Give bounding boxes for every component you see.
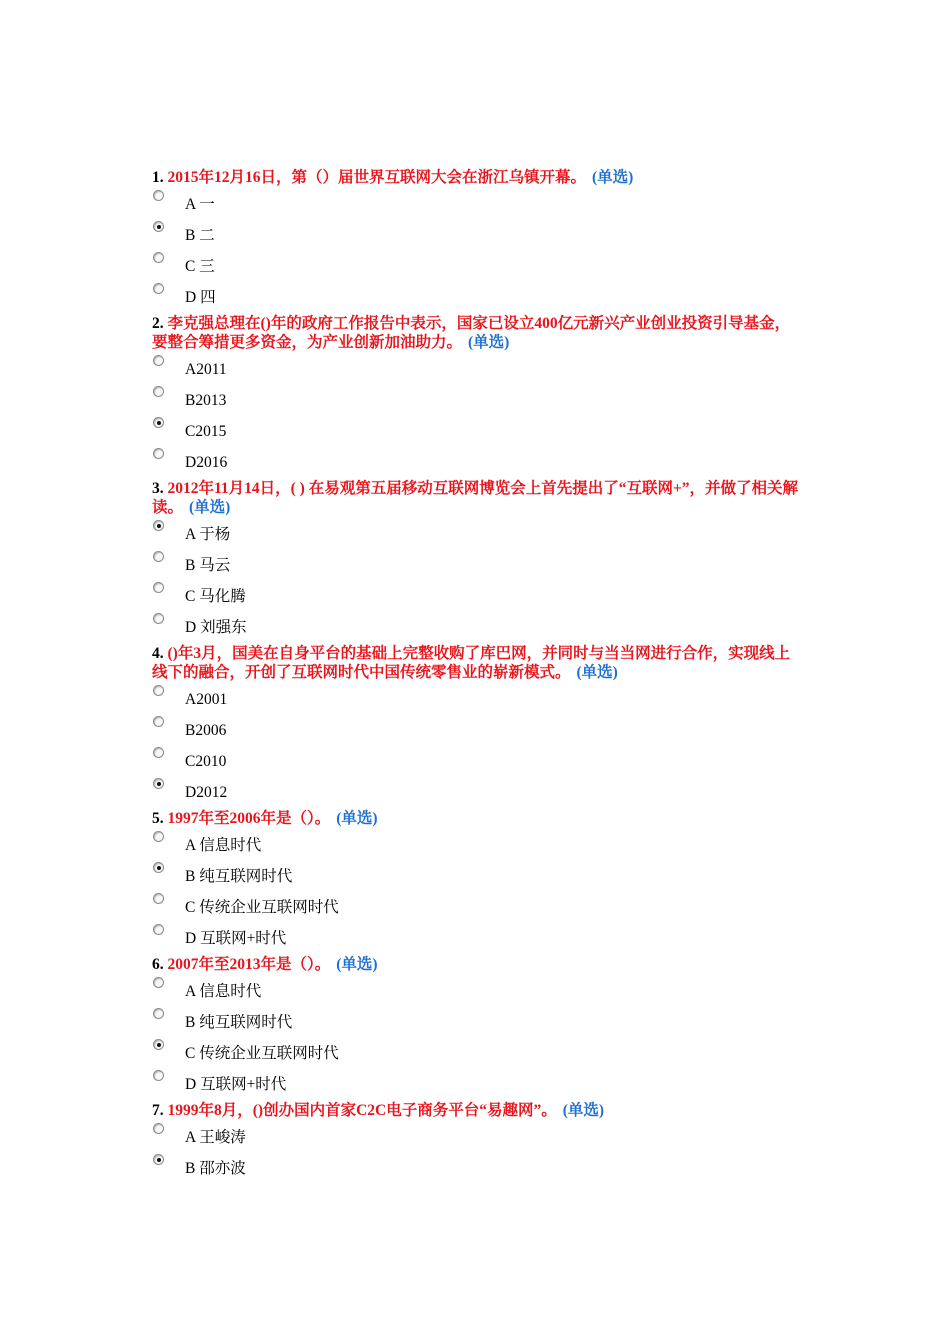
answer-option[interactable]: [152, 1008, 802, 1039]
radio-unchecked-icon[interactable]: [153, 831, 164, 842]
answer-option-label: D 四: [185, 289, 216, 306]
question-number: 5.: [152, 810, 164, 827]
answer-option-label: A 王峻涛: [185, 1129, 246, 1146]
answer-option-label: D 互联网+时代: [185, 930, 287, 947]
answer-option[interactable]: [152, 355, 802, 386]
question-text: 2012年11月14日，( ) 在易观第五届移动互联网博览会上首先提出了“互联网+”，并做了相关解读。: [152, 480, 799, 516]
question-number: 2.: [152, 315, 164, 332]
answer-option[interactable]: [152, 1070, 802, 1101]
answer-option-label: B 纯互联网时代: [185, 1014, 293, 1031]
radio-unchecked-icon[interactable]: [153, 551, 164, 562]
radio-checked-icon[interactable]: [153, 778, 164, 789]
question-type-badge: (单选): [189, 499, 231, 516]
radio-unchecked-icon[interactable]: [153, 716, 164, 727]
question-6: [152, 955, 802, 1101]
radio-checked-icon[interactable]: [153, 1154, 164, 1165]
answer-option[interactable]: [152, 778, 802, 809]
answer-option[interactable]: [152, 283, 802, 314]
radio-unchecked-icon[interactable]: [153, 977, 164, 988]
answer-option[interactable]: [152, 551, 802, 582]
answer-option-label: A 一: [185, 196, 215, 213]
radio-unchecked-icon[interactable]: [153, 386, 164, 397]
answer-option[interactable]: [152, 685, 802, 716]
radio-unchecked-icon[interactable]: [153, 893, 164, 904]
answer-option-label: B 二: [185, 227, 215, 244]
answer-option[interactable]: [152, 1039, 802, 1070]
answer-option[interactable]: [152, 252, 802, 283]
radio-unchecked-icon[interactable]: [153, 924, 164, 935]
answer-option-label: A2011: [185, 361, 227, 378]
answer-option-label: A2001: [185, 691, 228, 708]
question-title: [152, 809, 802, 828]
radio-unchecked-icon[interactable]: [153, 685, 164, 696]
question-title: [152, 955, 802, 974]
question-text: 2015年12月16日，第（）届世界互联网大会在浙江乌镇开幕。: [167, 169, 587, 186]
question-text: 1999年8月，()创办国内首家C2C电子商务平台“易趣网”。: [167, 1102, 557, 1119]
question-number: 3.: [152, 480, 164, 497]
question-4: [152, 644, 802, 809]
answer-option-label: B2006: [185, 722, 227, 739]
question-text: ()年3月，国美在自身平台的基础上完整收购了库巴网，并同时与当当网进行合作，实现线上线下的融合，开创了互联网时代中国传统零售业的崭新模式。: [152, 645, 791, 681]
radio-unchecked-icon[interactable]: [153, 252, 164, 263]
question-number: 6.: [152, 956, 164, 973]
question-type-badge: (单选): [592, 169, 634, 186]
answer-option[interactable]: [152, 1154, 802, 1185]
answer-option-label: B 邵亦波: [185, 1160, 246, 1177]
answer-option[interactable]: [152, 190, 802, 221]
answer-option-label: A 信息时代: [185, 983, 262, 1000]
answer-option-label: D2016: [185, 454, 228, 471]
question-5: [152, 809, 802, 955]
question-number: 1.: [152, 169, 164, 186]
question-type-badge: (单选): [468, 334, 510, 351]
answer-option-label: B2013: [185, 392, 227, 409]
question-title: [152, 1101, 802, 1120]
radio-unchecked-icon[interactable]: [153, 355, 164, 366]
answer-option-label: A 信息时代: [185, 837, 262, 854]
radio-checked-icon[interactable]: [153, 221, 164, 232]
question-type-badge: (单选): [576, 664, 618, 681]
radio-unchecked-icon[interactable]: [153, 1070, 164, 1081]
answer-option[interactable]: [152, 221, 802, 252]
question-text: 李克强总理在()年的政府工作报告中表示，国家已设立400亿元新兴产业创业投资引导基金，要整合筹措更多资金，为产业创新加油助力。: [152, 315, 791, 351]
radio-unchecked-icon[interactable]: [153, 1123, 164, 1134]
radio-unchecked-icon[interactable]: [153, 747, 164, 758]
radio-unchecked-icon[interactable]: [153, 613, 164, 624]
answer-option-label: C2015: [185, 423, 227, 440]
answer-option[interactable]: [152, 716, 802, 747]
question-number: 4.: [152, 645, 164, 662]
answer-option-label: C 三: [185, 258, 215, 275]
radio-checked-icon[interactable]: [153, 417, 164, 428]
answer-option[interactable]: [152, 448, 802, 479]
answer-option[interactable]: [152, 977, 802, 1008]
question-title: [152, 314, 802, 352]
question-number: 7.: [152, 1102, 164, 1119]
answer-option[interactable]: [152, 924, 802, 955]
answer-option[interactable]: [152, 417, 802, 448]
radio-unchecked-icon[interactable]: [153, 1008, 164, 1019]
question-title: [152, 168, 802, 187]
question-type-badge: (单选): [562, 1102, 605, 1119]
question-text: 1997年至2006年是（）。: [167, 810, 331, 827]
radio-unchecked-icon[interactable]: [153, 190, 164, 201]
answer-option[interactable]: [152, 893, 802, 924]
answer-option-label: C 传统企业互联网时代: [185, 1045, 339, 1062]
quiz-list: [152, 168, 802, 1185]
answer-option-label: B 纯互联网时代: [185, 868, 293, 885]
answer-option[interactable]: [152, 386, 802, 417]
question-text: 2007年至2013年是（）。: [167, 956, 331, 973]
question-3: [152, 479, 802, 644]
radio-checked-icon[interactable]: [153, 520, 164, 531]
answer-option[interactable]: [152, 520, 802, 551]
radio-unchecked-icon[interactable]: [153, 448, 164, 459]
radio-checked-icon[interactable]: [153, 862, 164, 873]
question-type-badge: (单选): [336, 810, 378, 827]
answer-option-label: D 刘强东: [185, 619, 247, 636]
question-type-badge: (单选): [336, 956, 378, 973]
question-7: [152, 1101, 802, 1185]
answer-option[interactable]: [152, 613, 802, 644]
radio-unchecked-icon[interactable]: [153, 582, 164, 593]
answer-option-label: C 马化腾: [185, 588, 246, 605]
answer-option[interactable]: [152, 582, 802, 613]
answer-option-label: B 马云: [185, 557, 231, 574]
answer-option-label: D 互联网+时代: [185, 1076, 287, 1093]
question-1: [152, 168, 802, 314]
answer-option-label: D2012: [185, 784, 228, 801]
answer-option[interactable]: [152, 1123, 802, 1154]
radio-unchecked-icon[interactable]: [153, 283, 164, 294]
answer-option[interactable]: [152, 747, 802, 778]
answer-option[interactable]: [152, 862, 802, 893]
radio-checked-icon[interactable]: [153, 1039, 164, 1050]
answer-option-label: C 传统企业互联网时代: [185, 899, 339, 916]
answer-option-label: C2010: [185, 753, 227, 770]
question-title: [152, 644, 802, 682]
answer-option[interactable]: [152, 831, 802, 862]
question-title: [152, 479, 802, 517]
answer-option-label: A 于杨: [185, 526, 231, 543]
question-2: [152, 314, 802, 479]
